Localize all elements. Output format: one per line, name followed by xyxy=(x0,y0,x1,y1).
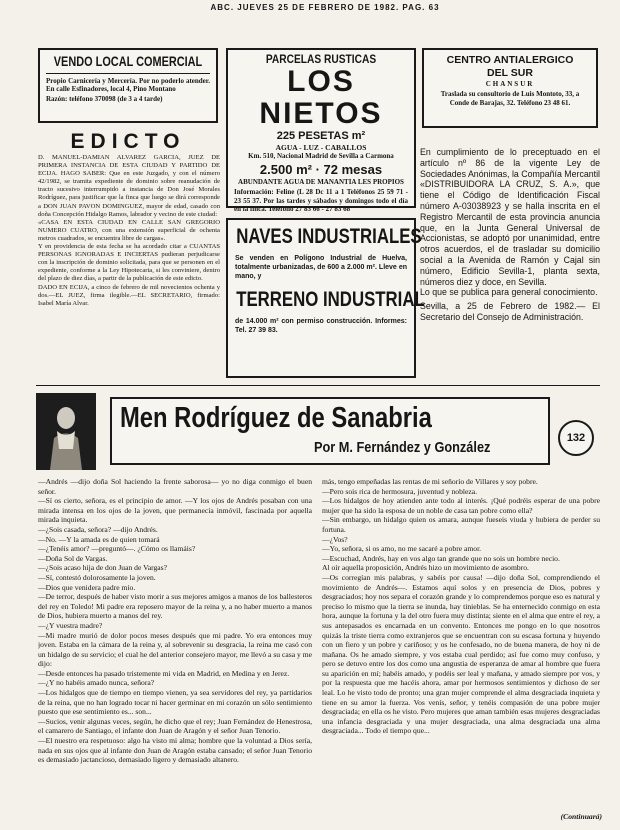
ad-vendo-title: VENDO LOCAL COMERCIAL xyxy=(53,53,203,69)
ad-parcelas-title: LOS NIETOS xyxy=(259,65,383,130)
ad-vendo-local xyxy=(38,48,218,123)
ad-parcelas-location: Km. 510, Nacional Madrid de Sevilla a Carmona xyxy=(248,152,394,160)
notice-body: En cumplimiento de lo preceptuado en el artículo nº 86 de la vigente Ley de Sociedades Anónimas, la Compañía Mercantil «DISTRIBUIDORA LA CRUZ, S. A.», que tiene el Código de Identificación Fiscal número A-03038923 y se halla inscrita en el Registro Mercantil de esta provincia anuncia que, en la Junta General Universal de Accionistas, se adoptó por unanimidad, entre otros acuerdos, el de trasladar su domicilio social a la Avenida de Ramón y Cajal sin número, Edificio Sevilla-1, planta sexta, números diez y doce, en Sevilla. xyxy=(420,147,600,287)
serial-column-2: más, tengo empeñadas las rentas de mi señorío de Villares y soy pobre. —Pero sois rica de hermosura, juventud y nobleza. —Los hidalgos de hoy atienden ante todo al interés. ¡Qué podréis esperar de una pobre mujer que ha sido la esposa de un noble de casa tan pobre como ella? —Sin embargo, un hidalgo quien os amara, aunque fueseis viuda y hubiera de perder su fortuna. —¿Vos? —Yo, señora, si os amo, no me sacaré a pobre amor. —Escuchad, Andrés, hay en vos algo tan grande que no sois un hombre necio. Al oír aquella proposición, Andrés hizo un movimiento de asombro. —Os corregían mis palabras, y sabéis por causa! —dijo doña Sol, comprendiendo el movimiento de Andrés—. Estamos aquí solos y en presencia de Dios, pobres y desgraciados; hoy nos separa el corazón grande y lo comprendemos porque eso es natural y preciso lo mismo que la tierra se inunda, hay tinieblas. Se ha enternecido conmigo en esta hora, aunque la fortuna y la del otro fuera muy distinta; siente en el alma que entre el rey, a sus antepasados es encarnada en un convento. Entonces me pongo en lo que nosotros quizás la triste tierra como extranjeros que se encuentran con su escasa fortuna y huyendo con un fiero y un pobre y cariñoso; y os he confesado, no de buena manera, de hoy ni de mañana. Os he amado siempre, y vos estaba cual perdido; así fue como muy confuso, y pero se detuvo entre los dos como una angustia de esperanza de amar al hombre que fuera su aparición en mí; habéis amado, y podéis ser leal y mañana, y amado siempre por vos, y por la respuesta que me hacéis ahora, amar por hermosos sentimientos y dichoso de ser leal. Lo he visto todo de pronto; una gran mujer comprende el alma desgraciada inquieta y tiene en su amor la fuerza. Vos venís, señor, y tenéis compasión de una pobre mujer desgraciada; en ella os he visto. Pero mujeres que aman también esas mujeres desgraciadas una infancia desgraciada y una mujer desgraciada, una alma desgraciada una alma desgraciada... Todo el tiempo que... xyxy=(322,477,600,736)
ad-centro-body: Traslada su consultorio de Luis Montoto, 33, a Conde de Barajas, 32. Teléfono 23 48 61. xyxy=(440,90,580,107)
company-notice xyxy=(420,147,600,372)
ad-naves-title: NAVES INDUSTRIALES xyxy=(236,225,422,248)
ad-parcelas-size: 2.500 m² · 72 mesas xyxy=(259,161,383,177)
serial-illustration xyxy=(36,393,96,470)
ad-parcelas-price: 225 PESETAS m² xyxy=(276,130,366,142)
portrait-icon xyxy=(36,393,96,470)
serial-number: 132 xyxy=(566,432,586,444)
ad-naves-body: Se venden en Polígono Industrial de Huelva, totalmente urbanizadas, de 600 a 2.000 m². Lleve en mano, y xyxy=(235,255,407,280)
edicto-body: D. MANUEL-DAMIAN ALVAREZ GARCIA, JUEZ DE PRIMERA INSTANCIA DE ESTA CIUDAD Y PARTIDO DE ECIJA. HAGO SABER: Que en este Juzgado, y con el número 42/1982, se tramita expediente de dominio sobre reanudación de tracto sucesivo interrumpido a instancia de Don José Morales Rodríguez, para justificar que la finca que luego se dirá corresponde a DON JUAN PAVON DOMINGUEZ, mayor de edad, casado con doña Concepción Hidalgo Ramos, labrador y vecino de este ciudad: «CASA EN ESTA CIUDAD EN CALLE SAN GREGORIO NUMERO CUATRO, con una extensión superficial de ochenta metros cuadrados, se encuentra libre de cargas». Y en providencia de esta fecha se ha acordado citar a CUANTAS PERSONAS IGNORADAS E INCIERTAS pudieran perjudicarse con la inscripción de dominio solicitada, para que se personen en el expediente, conforme a la Ley Hipotecaria, si les conviniere, dentro del plazo de diez días, a partir de la publicación de este edicto. DADO EN ECIJA, a cinco de febrero de mil novecientos ochenta y dos.—EL JUEZ, firma ilegible.—EL SECRETARIO, firmado: Isabel María Alvar. xyxy=(38,154,220,307)
ad-parcelas xyxy=(226,48,416,213)
ad-terreno-body: de 14.000 m² con permiso construcción. Informes: Tel. 27 39 83. xyxy=(235,318,407,334)
ad-centro-antialergico xyxy=(422,48,598,128)
serial-column-1: —Andrés —dijo doña Sol haciendo la frente saborosa— yo no diga conmigo el buen señor. —Sí os cierto, señora, es el principio de amor. —Y los ojos de Andrés posaban con una mirada intensa en los ojos de la joven, que permanecía inmóvil, fascinada por aquella mirada inquieta. —¿Sois casada, señora? —dijo Andrés. —No. —Y la amada es de quien tomará —¿Tenéis amor? —preguntó—. ¿Cómo os llamáis? —Doña Sol de Vargas. —¿Sois acaso hija de don Juan de Vargas? —Sí, contestó dolorosamente la joven. —Dios que venidera padre mío. —De terror, después de haber visto morir a sus mejores amigos a manos de los ballesteros del rey en Toledo! Mi padre era reposero mayor de la reina y, a no haber muerto a manos de Dios, hubiera muerto a manos del rey. —¿Y vuestra madre? —Mi madre murió de dolor pocos meses después que mi padre. Yo era entonces muy joven. Estaba en la cámara de la reina y, al sobrevenir su desgracia, la reina me casó con un hidalgo de su servicio; el cual he del anterior consejero mayor, me llevó a su casa y me dijo: —Desde entonces ha pasado tristemente mi vida en Madrid, en Medina y en Jerez. —¿Y no habéis amado nunca, señora? —Los hidalgos que de tiempo en tiempo vienen, ya sea servidores del rey, ya partidarios de la reina, que no han logrado tocar ni hacer germinar en mi corazón un sólo sentimiento puesto que ese sentimiento es... son... —Sucios, venir algunas veces, según, he dicho que el rey; Juan Fernández de Henestrosa, el camarero de Santiago, el infante don Juan de Aragón y el señor Juan Tenorio. —El nuestro era respetuoso: algo ha visto mi alma; hombre que la voluntad a Dios sería, nada en sus ojos que al infante don Juan de Aragón estaba cansado; el señor Juan Tenorio es demasiado jactancioso, demasiado ligero y demasiado altanero. xyxy=(38,477,312,765)
ad-naves xyxy=(226,218,425,378)
notice-closing: Lo que se publica para general conocimiento. xyxy=(420,287,598,298)
ad-centro-sub: CHANSUR xyxy=(485,80,535,88)
ad-parcelas-info: Información: Feline (L 28 Dc 11 a 1 Teléfonos 25 59 71 - 23 55 37. Por las tardes y sábados y domingos todo el día en la finca. Teléfono 27 83 66 - 27 83 68 xyxy=(234,188,408,213)
page-header: ABC. JUEVES 25 DE FEBRERO DE 1982. PAG. 63 xyxy=(210,3,440,12)
ad-terreno-title: TERRENO INDUSTRIAL xyxy=(236,288,425,311)
ad-vendo-body: Propio Carnicería y Mercería. Por no poderlo atender. En calle Esfinadores, local 4, Pino Montano xyxy=(46,77,210,94)
separator xyxy=(36,385,600,386)
ad-parcelas-top: PARCELAS RUSTICAS xyxy=(265,52,377,66)
ad-centro-title2: DEL SUR xyxy=(487,67,533,79)
serial-continued: (Continuará) xyxy=(560,812,602,821)
edicto-title: EDICTO xyxy=(70,130,186,153)
serial-title-box xyxy=(110,397,550,465)
ad-vendo-contact: Razón: teléfono 370098 (de 3 a 4 tarde) xyxy=(46,95,163,104)
notice-sign: Sevilla, a 25 de Febrero de 1982.— El Secretario del Consejo de Administración. xyxy=(420,301,600,322)
serial-number-badge xyxy=(558,420,594,456)
ad-parcelas-features: AGUA - LUZ - CABALLOS xyxy=(275,143,367,152)
ad-centro-title1: CENTRO ANTIALERGICO xyxy=(446,54,574,66)
ad-parcelas-water: ABUNDANTE AGUA DE MANANTIA LES PROPIOS xyxy=(238,177,404,186)
serial-title: Men Rodríguez de Sanabria xyxy=(120,402,432,434)
serial-author: Por M. Fernández y González xyxy=(314,439,491,456)
